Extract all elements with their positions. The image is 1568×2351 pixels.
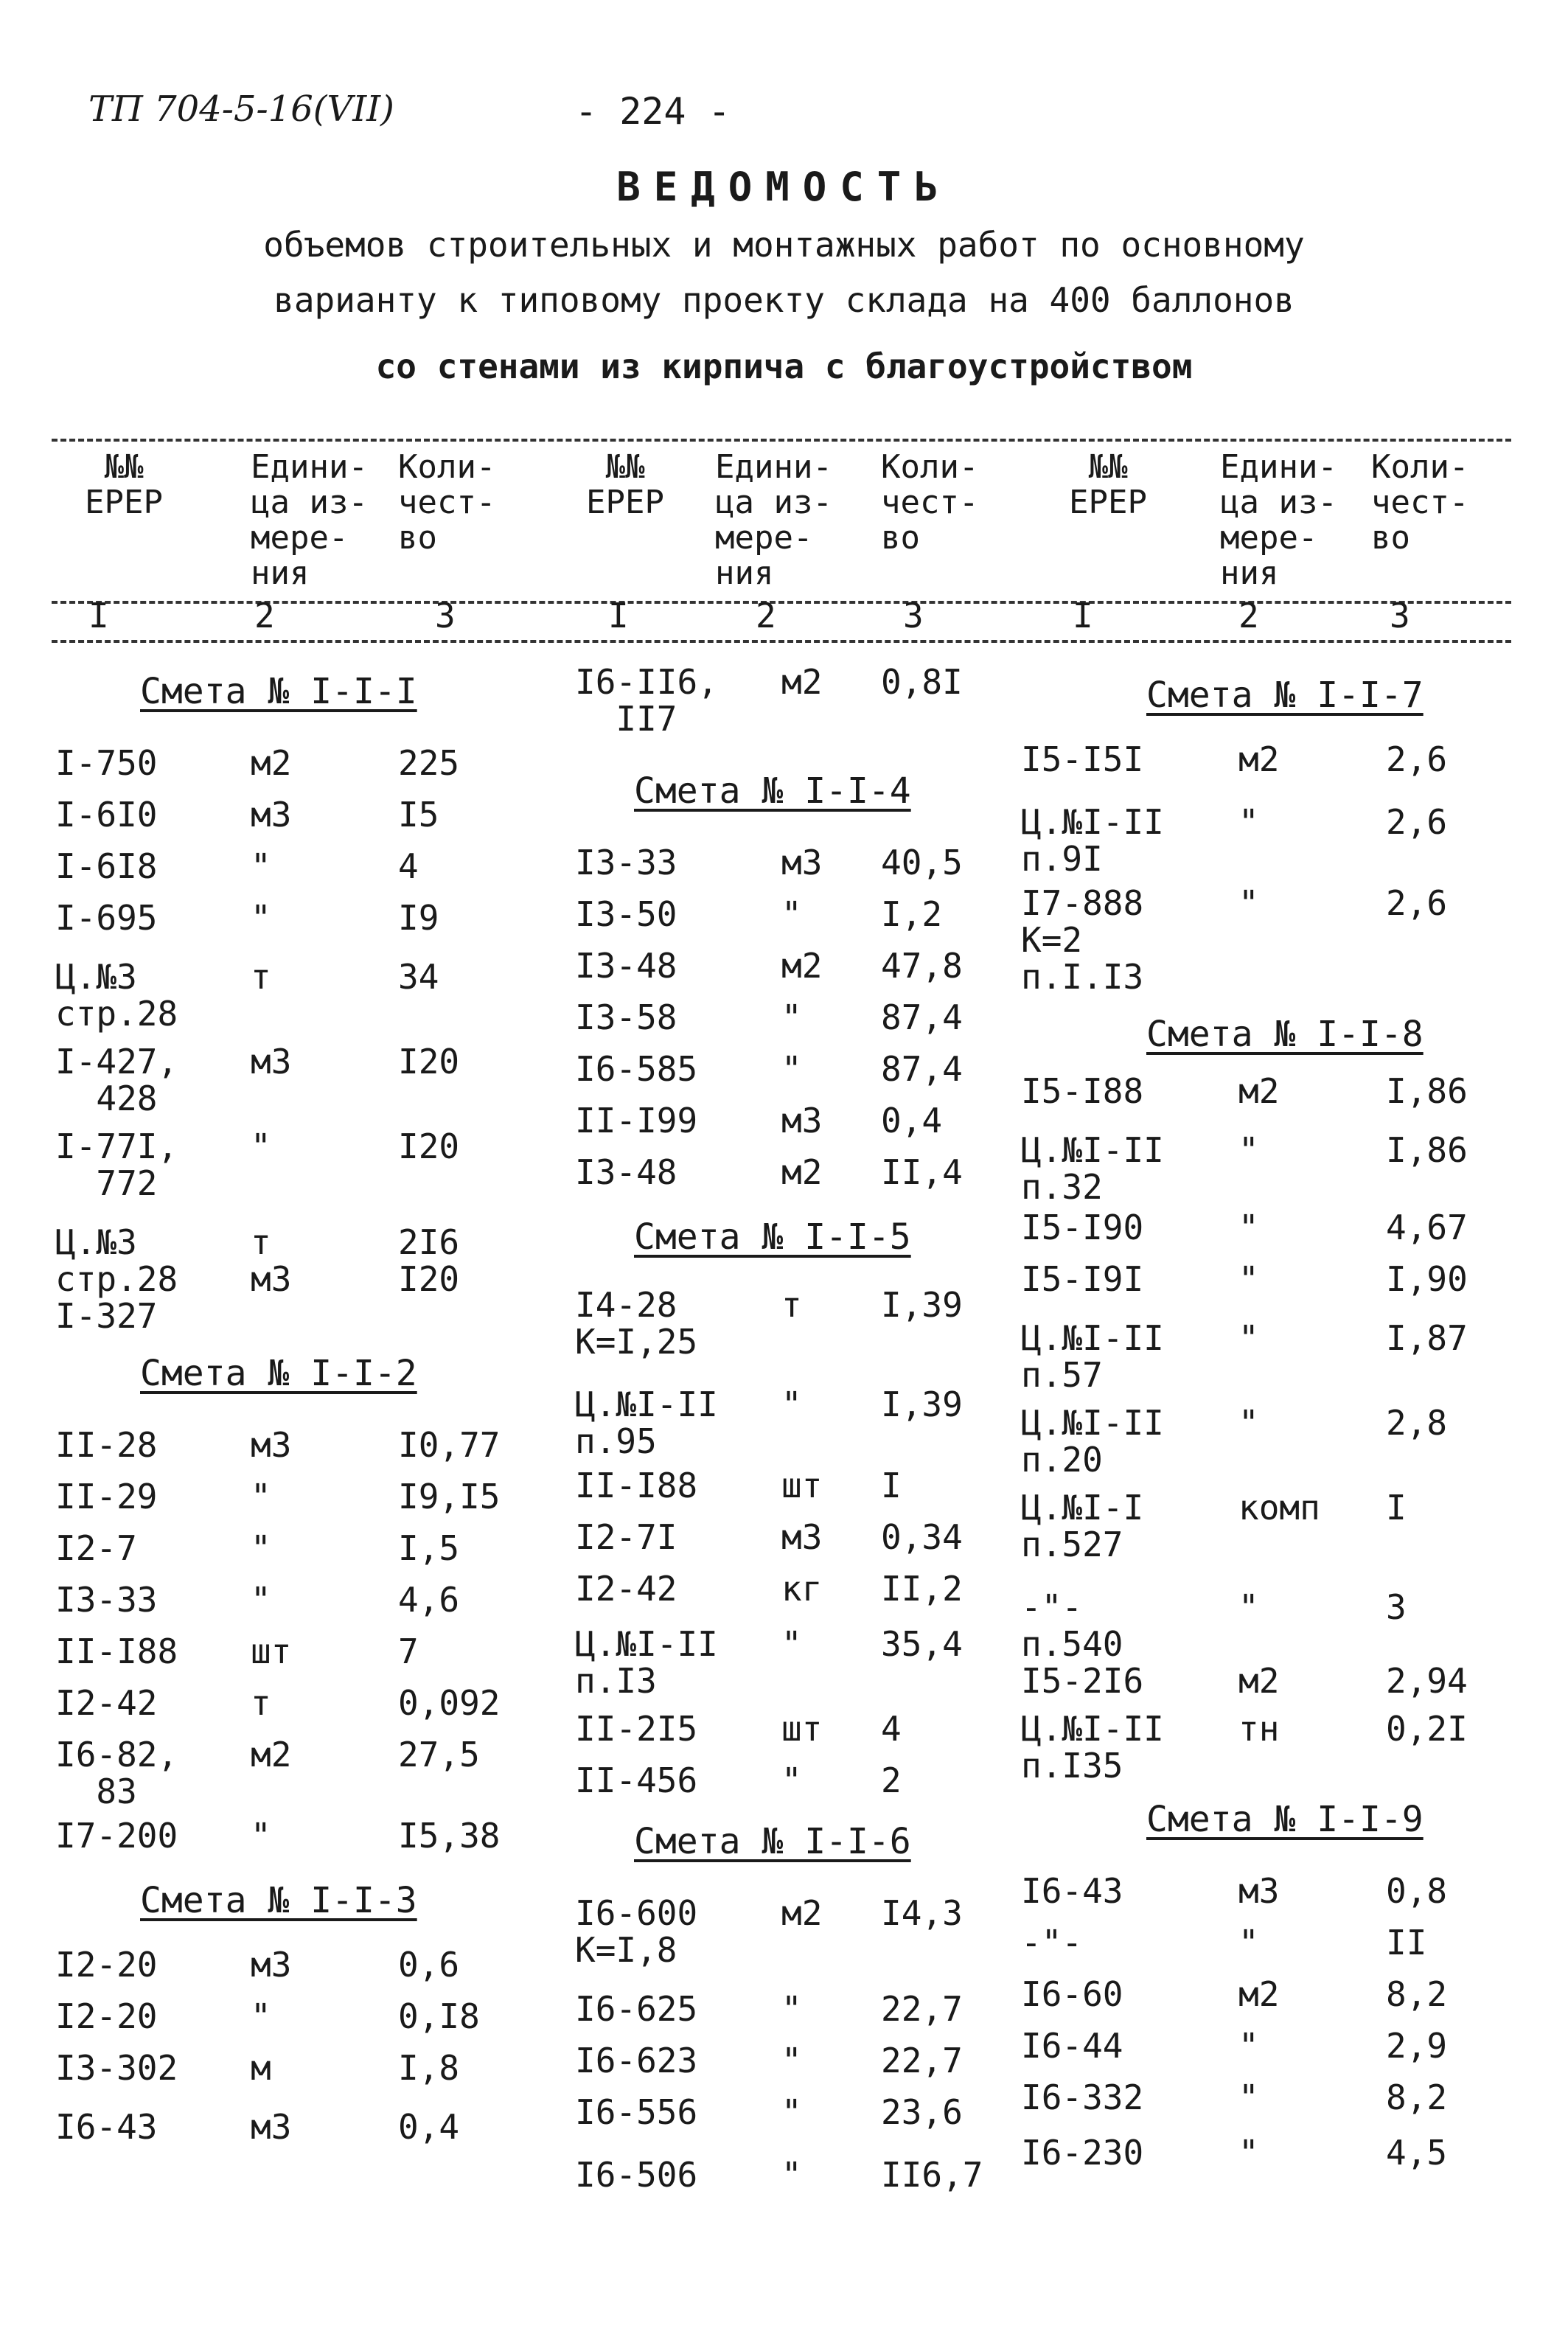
table-cell-unit: м3 <box>781 1101 823 1140</box>
estimate-section-title: Смета № I-I-I <box>140 671 417 712</box>
table-cell-unit: т <box>251 1683 271 1723</box>
estimate-section-title: Смета № I-I-8 <box>1146 1014 1424 1055</box>
table-cell-code: I-427, 428 <box>55 1042 178 1118</box>
table-cell-code: I-750 <box>55 743 158 783</box>
table-cell-quantity: I,8 <box>398 2048 460 2088</box>
table-cell-code: I6-332 <box>1021 2077 1144 2117</box>
table-cell-quantity: II,2 <box>881 1569 963 1609</box>
table-cell-quantity: 8,2 <box>1386 2077 1448 2117</box>
table-cell-code: I7-888 К=2 п.I.I3 <box>1021 883 1144 997</box>
table-cell-code: Ц.№I-I п.527 <box>1021 1488 1144 1564</box>
column-header-quantity: Коли- чест- во <box>881 448 979 557</box>
table-cell-unit: т <box>781 1285 802 1325</box>
table-cell-unit: м2 <box>1238 1071 1280 1111</box>
table-cell-unit: м3 <box>251 1042 292 1082</box>
table-cell-quantity: I <box>881 1466 902 1505</box>
table-cell-unit: " <box>781 2092 802 2132</box>
table-cell-code: I3-48 <box>575 1152 677 1192</box>
column-number: 2 <box>756 596 776 635</box>
table-cell-unit: т <box>251 957 271 997</box>
table-cell-code: I6-585 <box>575 1049 698 1089</box>
subtitle-line-3: со стенами из кирпича с благоустройством <box>375 346 1193 386</box>
table-cell-quantity: 0,2I <box>1386 1709 1468 1749</box>
table-cell-unit: " <box>1238 1318 1259 1358</box>
table-cell-quantity: I4,3 <box>881 1893 963 1933</box>
table-cell-unit: м2 <box>781 946 823 986</box>
table-cell-code: I3-50 <box>575 894 677 934</box>
estimate-section-title: Смета № I-I-2 <box>140 1353 417 1394</box>
document-title: ВЕДОМОСТЬ <box>616 164 952 210</box>
table-cell-unit: м3 <box>781 843 823 882</box>
table-cell-quantity: 4,5 <box>1386 2133 1448 2173</box>
table-cell-quantity: 2 <box>881 1760 902 1800</box>
table-cell-quantity: 7 <box>398 1631 419 1671</box>
table-cell-unit: " <box>781 1624 802 1664</box>
table-cell-unit: м2 <box>251 1735 292 1774</box>
table-cell-code: I-6I8 <box>55 846 158 886</box>
table-cell-unit: т м3 <box>251 1222 292 1299</box>
table-cell-code: Ц.№3 стр.28 I-327 <box>55 1222 178 1336</box>
table-cell-unit: " <box>1238 883 1259 923</box>
table-cell-code: I3-48 <box>575 946 677 986</box>
table-cell-unit: тн <box>1238 1709 1280 1749</box>
column-header-quantity: Коли- чест- во <box>1371 448 1469 557</box>
table-cell-code: I2-20 <box>55 1996 158 2036</box>
table-cell-quantity: 3 <box>1386 1587 1407 1627</box>
column-number: I <box>1073 596 1093 635</box>
table-cell-code: II-456 <box>575 1760 698 1800</box>
table-cell-code: I6-60 <box>1021 1974 1123 2014</box>
table-cell-code: I2-42 <box>55 1683 158 1723</box>
table-cell-quantity: I,87 <box>1386 1318 1468 1358</box>
table-cell-unit: " <box>781 1049 802 1089</box>
table-cell-code: I6-44 <box>1021 2026 1123 2066</box>
table-cell-quantity: 22,7 <box>881 2041 963 2080</box>
table-cell-unit: " <box>1238 1403 1259 1443</box>
table-cell-quantity: 47,8 <box>881 946 963 986</box>
table-cell-code: -"- п.540 <box>1021 1587 1123 1664</box>
table-cell-unit: " <box>1238 2026 1259 2066</box>
table-cell-code: Ц.№3 стр.28 <box>55 957 178 1034</box>
table-cell-quantity: I,39 <box>881 1285 963 1325</box>
table-cell-code: I6-43 <box>1021 1871 1123 1911</box>
table-cell-quantity: I,86 <box>1386 1130 1468 1170</box>
column-header-unit: Едини- ца из- мере- ния <box>1220 448 1337 592</box>
table-cell-unit: м2 <box>781 662 823 702</box>
column-header-code: №№ ЕРЕР <box>85 448 163 521</box>
table-cell-unit: шт <box>781 1466 823 1505</box>
estimate-section-title: Смета № I-I-6 <box>634 1821 911 1862</box>
table-cell-quantity: 0,4 <box>398 2107 460 2147</box>
table-cell-unit: " <box>1238 802 1259 842</box>
table-cell-code: II-I88 <box>55 1631 178 1671</box>
table-cell-code: I3-58 <box>575 997 677 1037</box>
table-cell-quantity: 0,092 <box>398 1683 501 1723</box>
table-cell-quantity: I,86 <box>1386 1071 1468 1111</box>
table-cell-quantity: 27,5 <box>398 1735 480 1774</box>
table-cell-quantity: I0,77 <box>398 1425 501 1465</box>
table-cell-code: I6-230 <box>1021 2133 1144 2173</box>
table-cell-quantity: 4,6 <box>398 1580 460 1620</box>
table-cell-code: II-2I5 <box>575 1709 698 1749</box>
column-number: 3 <box>903 596 924 635</box>
table-cell-quantity: I20 <box>398 1126 460 1166</box>
table-cell-quantity: 4 <box>398 846 419 886</box>
table-cell-code: I2-42 <box>575 1569 677 1609</box>
table-cell-unit: " <box>251 846 271 886</box>
column-number: 2 <box>254 596 275 635</box>
table-cell-quantity: I <box>1386 1488 1407 1528</box>
table-cell-code: II-28 <box>55 1425 158 1465</box>
table-cell-quantity: 22,7 <box>881 1989 963 2029</box>
table-cell-code: Ц.№I-II п.57 <box>1021 1318 1164 1395</box>
table-cell-code: I6-623 <box>575 2041 698 2080</box>
column-number: 3 <box>435 596 456 635</box>
estimate-section-title: Смета № I-I-3 <box>140 1880 417 1921</box>
table-cell-code: I6-625 <box>575 1989 698 2029</box>
table-cell-code: I6-II6, II7 <box>575 662 718 739</box>
table-cell-code: I6-506 <box>575 2155 698 2195</box>
table-cell-code: I2-20 <box>55 1945 158 1985</box>
table-cell-quantity: 2,6 <box>1386 802 1448 842</box>
table-cell-quantity: 0,8 <box>1386 1871 1448 1911</box>
table-cell-unit: " <box>781 894 802 934</box>
table-cell-quantity: 4,67 <box>1386 1208 1468 1247</box>
table-cell-unit: " <box>781 1385 802 1424</box>
table-cell-quantity: 23,6 <box>881 2092 963 2132</box>
table-cell-quantity: I9 <box>398 898 439 938</box>
table-cell-unit: шт <box>781 1709 823 1749</box>
table-cell-unit: " <box>251 1528 271 1568</box>
table-cell-unit: м3 <box>251 2107 292 2147</box>
table-cell-quantity: 40,5 <box>881 843 963 882</box>
table-cell-quantity: 8,2 <box>1386 1974 1448 2014</box>
table-cell-code: Ц.№I-II п.I3 <box>575 1624 718 1701</box>
table-cell-quantity: I9,I5 <box>398 1477 501 1516</box>
table-cell-quantity: 0,6 <box>398 1945 460 1985</box>
table-cell-unit: " <box>781 2155 802 2195</box>
table-cell-code: I3-33 <box>55 1580 158 1620</box>
table-cell-quantity: 2,6 <box>1386 883 1448 923</box>
table-cell-code: I5-I9I <box>1021 1259 1144 1299</box>
page-number: - 224 - <box>575 90 731 133</box>
table-cell-code: -"- <box>1021 1923 1083 1962</box>
table-cell-quantity: 0,8I <box>881 662 963 702</box>
page-reference: ТП 704-5-16(VII) <box>88 88 394 130</box>
column-header-code: №№ ЕРЕР <box>1069 448 1147 521</box>
table-cell-unit: " <box>781 1989 802 2029</box>
table-cell-code: I-77I, 772 <box>55 1126 178 1203</box>
table-cell-quantity: 87,4 <box>881 1049 963 1089</box>
table-cell-quantity: I,39 <box>881 1385 963 1424</box>
table-cell-unit: м <box>251 2048 271 2088</box>
table-cell-unit: " <box>251 898 271 938</box>
table-cell-quantity: 2,8 <box>1386 1403 1448 1443</box>
table-cell-quantity: 0,4 <box>881 1101 943 1140</box>
table-cell-code: Ц.№I-II п.9I <box>1021 802 1164 879</box>
table-cell-quantity: 87,4 <box>881 997 963 1037</box>
table-cell-code: II-I88 <box>575 1466 698 1505</box>
table-cell-quantity: 2I6 I20 <box>398 1222 460 1299</box>
estimate-section-title: Смета № I-I-4 <box>634 770 911 812</box>
subtitle-line-2: варианту к типовому проекту склада на 400 баллонов <box>273 280 1295 320</box>
table-cell-code: I2-7 <box>55 1528 137 1568</box>
table-cell-code: II-I99 <box>575 1101 698 1140</box>
table-cell-unit: комп <box>1238 1488 1320 1528</box>
table-cell-quantity: I5,38 <box>398 1816 501 1856</box>
table-cell-quantity: 2,94 <box>1386 1661 1468 1701</box>
table-cell-unit: м2 <box>1238 739 1280 779</box>
column-number: I <box>608 596 629 635</box>
table-cell-code: I2-7I <box>575 1517 677 1557</box>
table-cell-unit: м3 <box>781 1517 823 1557</box>
table-cell-unit: " <box>251 1126 271 1166</box>
column-number: 3 <box>1390 596 1410 635</box>
table-top-rule <box>52 439 1511 442</box>
table-cell-code: I6-600 К=I,8 <box>575 1893 698 1970</box>
column-header-code: №№ ЕРЕР <box>586 448 664 521</box>
table-cell-unit: м2 <box>781 1893 823 1933</box>
column-number: I <box>88 596 109 635</box>
table-cell-code: I4-28 К=I,25 <box>575 1285 698 1362</box>
table-cell-quantity: I,90 <box>1386 1259 1468 1299</box>
table-cell-code: I-695 <box>55 898 158 938</box>
table-cell-code: I5-I88 <box>1021 1071 1144 1111</box>
table-cell-unit: шт <box>251 1631 292 1671</box>
table-cell-unit: " <box>251 1477 271 1516</box>
table-cell-quantity: II <box>1386 1923 1427 1962</box>
subtitle-line-1: объемов строительных и монтажных работ по основному <box>263 225 1305 265</box>
header-bottom-rule <box>52 640 1511 643</box>
table-cell-unit: " <box>781 997 802 1037</box>
table-cell-unit: м3 <box>251 795 292 835</box>
table-cell-quantity: I,5 <box>398 1528 460 1568</box>
table-cell-unit: " <box>251 1580 271 1620</box>
table-cell-quantity: 34 <box>398 957 439 997</box>
table-cell-unit: " <box>1238 1587 1259 1627</box>
table-cell-unit: " <box>1238 2133 1259 2173</box>
table-cell-quantity: 0,34 <box>881 1517 963 1557</box>
table-cell-quantity: I5 <box>398 795 439 835</box>
table-cell-code: Ц.№I-II п.20 <box>1021 1403 1164 1480</box>
table-cell-quantity: 225 <box>398 743 460 783</box>
table-cell-code: I6-43 <box>55 2107 158 2147</box>
table-cell-unit: " <box>781 2041 802 2080</box>
table-cell-quantity: 0,I8 <box>398 1996 480 2036</box>
estimate-section-title: Смета № I-I-5 <box>634 1216 911 1258</box>
table-cell-unit: м2 <box>781 1152 823 1192</box>
table-cell-code: I5-2I6 <box>1021 1661 1144 1701</box>
table-cell-unit: " <box>1238 1130 1259 1170</box>
column-header-unit: Едини- ца из- мере- ния <box>715 448 832 592</box>
table-cell-quantity: II,4 <box>881 1152 963 1192</box>
table-cell-unit: м3 <box>251 1425 292 1465</box>
table-cell-quantity: I20 <box>398 1042 460 1082</box>
table-cell-unit: м2 <box>1238 1661 1280 1701</box>
estimate-section-title: Смета № I-I-7 <box>1146 675 1424 716</box>
table-cell-unit: " <box>251 1996 271 2036</box>
estimate-section-title: Смета № I-I-9 <box>1146 1799 1424 1840</box>
table-cell-code: II-29 <box>55 1477 158 1516</box>
table-cell-unit: м3 <box>251 1945 292 1985</box>
table-cell-code: Ц.№I-II п.32 <box>1021 1130 1164 1207</box>
table-cell-code: I7-200 <box>55 1816 178 1856</box>
table-cell-unit: " <box>1238 1259 1259 1299</box>
table-cell-unit: " <box>781 1760 802 1800</box>
column-header-quantity: Коли- чест- во <box>398 448 496 557</box>
table-cell-code: I-6I0 <box>55 795 158 835</box>
table-cell-code: I6-556 <box>575 2092 698 2132</box>
table-cell-quantity: II6,7 <box>881 2155 983 2195</box>
table-cell-unit: " <box>251 1816 271 1856</box>
table-cell-code: I3-302 <box>55 2048 178 2088</box>
table-cell-code: I6-82, 83 <box>55 1735 178 1811</box>
table-cell-quantity: 2,9 <box>1386 2026 1448 2066</box>
table-cell-quantity: 2,6 <box>1386 739 1448 779</box>
table-cell-quantity: I,2 <box>881 894 943 934</box>
table-cell-code: I3-33 <box>575 843 677 882</box>
table-cell-unit: " <box>1238 1923 1259 1962</box>
table-cell-quantity: 4 <box>881 1709 902 1749</box>
table-cell-unit: м2 <box>1238 1974 1280 2014</box>
column-number: 2 <box>1238 596 1259 635</box>
table-cell-code: Ц.№I-II п.I35 <box>1021 1709 1164 1786</box>
table-cell-unit: " <box>1238 1208 1259 1247</box>
table-cell-quantity: 35,4 <box>881 1624 963 1664</box>
table-cell-code: Ц.№I-II п.95 <box>575 1385 718 1461</box>
table-cell-code: I5-I90 <box>1021 1208 1144 1247</box>
table-cell-unit: " <box>1238 2077 1259 2117</box>
column-header-unit: Едини- ца из- мере- ния <box>251 448 368 592</box>
table-cell-code: I5-I5I <box>1021 739 1144 779</box>
table-cell-unit: м3 <box>1238 1871 1280 1911</box>
table-cell-unit: м2 <box>251 743 292 783</box>
table-cell-unit: кг <box>781 1569 823 1609</box>
